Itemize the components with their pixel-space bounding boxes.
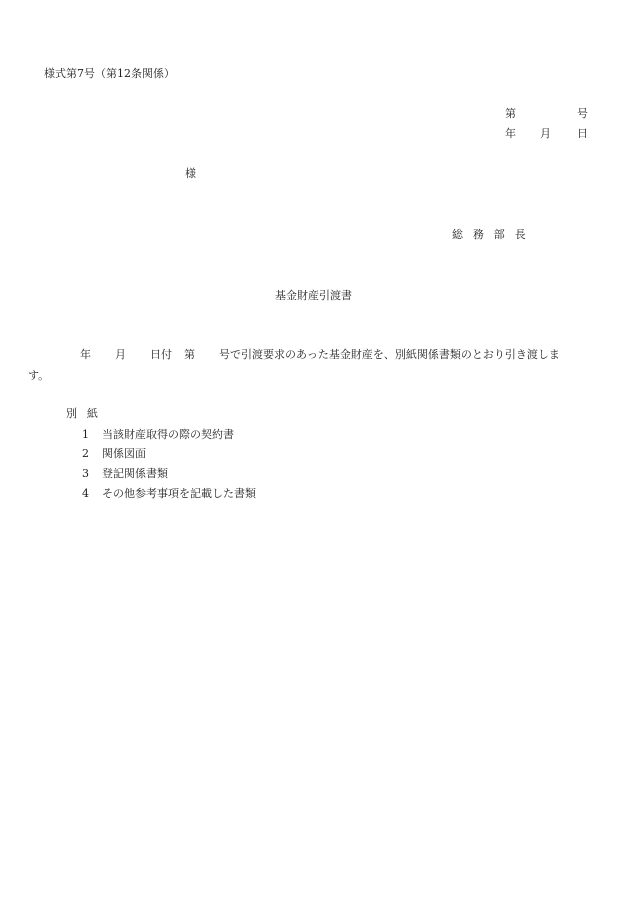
doc-number-prefix: 第 bbox=[505, 107, 516, 120]
attachment-number: 4 bbox=[82, 487, 89, 500]
attachment-item bbox=[82, 467, 168, 481]
addressee-honorific: 様 bbox=[185, 167, 196, 180]
sender-title: 総務部長 bbox=[452, 228, 536, 241]
attachment-item bbox=[82, 447, 146, 461]
date-month-label: 月 bbox=[540, 127, 551, 140]
attachment-number: 2 bbox=[82, 447, 89, 460]
body-month: 月 bbox=[115, 348, 126, 361]
date-day-label: 日 bbox=[577, 127, 588, 140]
body-text-line2: す。 bbox=[28, 369, 50, 382]
attachment-text: 関係図面 bbox=[102, 447, 146, 460]
attachment-text: その他参考事項を記載した書類 bbox=[102, 487, 256, 500]
body-year: 年 bbox=[80, 348, 91, 361]
attachment-number: 1 bbox=[82, 428, 89, 441]
body-day-ref: 日付 bbox=[150, 348, 172, 361]
attachment-number: 3 bbox=[82, 467, 89, 480]
form-number: 様式第7号（第12条関係） bbox=[44, 67, 175, 80]
attachment-item bbox=[82, 428, 234, 442]
attachment-item bbox=[82, 487, 256, 501]
attachments-heading: 別紙 bbox=[66, 407, 108, 420]
body-dai: 第 bbox=[184, 348, 195, 361]
doc-number-suffix: 号 bbox=[577, 107, 588, 120]
attachment-text: 当該財産取得の際の契約書 bbox=[102, 428, 234, 441]
date-year-label: 年 bbox=[505, 127, 516, 140]
document-title: 基金財産引渡書 bbox=[275, 289, 352, 302]
body-text-line1 bbox=[44, 348, 560, 362]
attachment-text: 登記関係書類 bbox=[102, 467, 168, 480]
body-main-text: 号で引渡要求のあった基金財産を、別紙関係書類のとおり引き渡しま bbox=[219, 348, 560, 361]
